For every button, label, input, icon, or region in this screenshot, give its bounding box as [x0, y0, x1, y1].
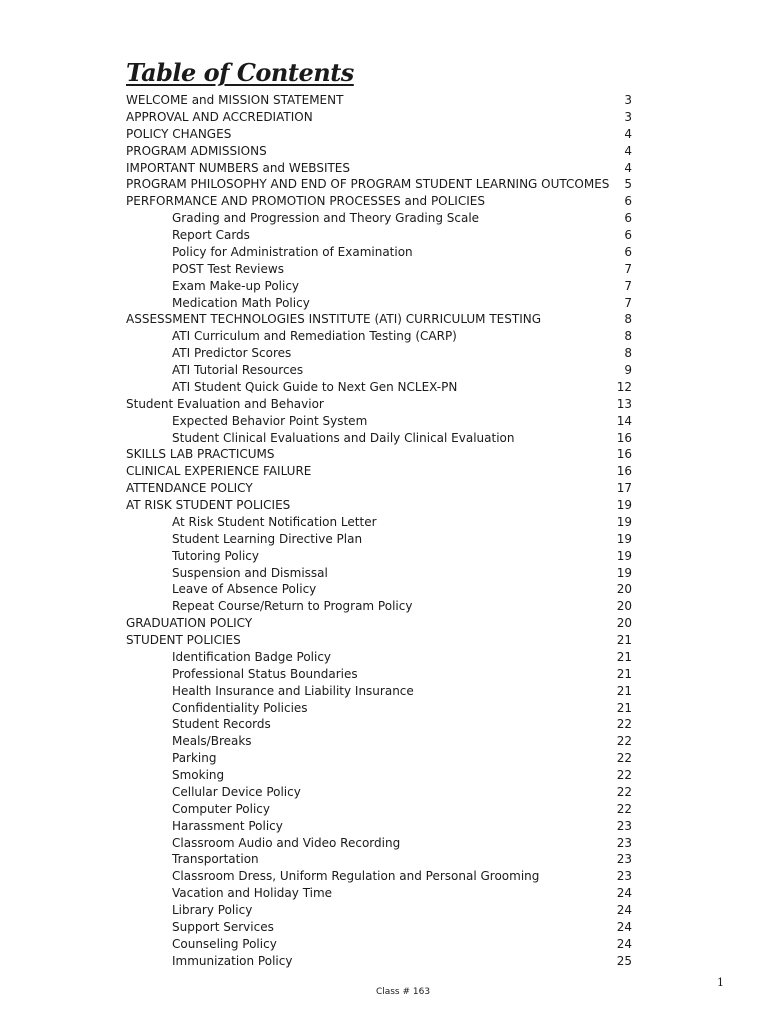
toc-entry-label: APPROVAL AND ACCREDIATION — [126, 109, 313, 124]
toc-entry-page: 21 — [616, 649, 632, 664]
toc-entry — [0, 362, 770, 379]
toc-entry-label: Meals/Breaks — [172, 734, 252, 749]
toc-entry-page: 21 — [616, 683, 632, 698]
toc-entry-page: 19 — [616, 531, 632, 546]
toc-entry-page: 7 — [624, 295, 632, 310]
toc-entry-page: 20 — [616, 599, 632, 614]
page-title: Table of Contents — [126, 58, 354, 87]
toc-entry-page: 3 — [624, 109, 632, 124]
toc-entry-label: Tutoring Policy — [172, 548, 259, 563]
toc-entry — [0, 430, 770, 447]
toc-entry — [0, 784, 770, 801]
toc-entry — [0, 919, 770, 936]
toc-entry — [0, 531, 770, 548]
toc-entry-page: 21 — [616, 633, 632, 647]
toc-entry-page: 12 — [616, 379, 632, 394]
toc-entry — [0, 750, 770, 767]
toc-entry — [0, 683, 770, 700]
toc-entry — [0, 210, 770, 227]
toc-entry-label: IMPORTANT NUMBERS and WEBSITES — [126, 160, 351, 175]
toc-entry — [0, 700, 770, 717]
toc-entry-label: Harassment Policy — [172, 818, 283, 833]
toc-entry — [0, 598, 770, 615]
toc-entry — [0, 902, 770, 919]
footer-class-label: Class # 163 — [375, 987, 431, 997]
toc-entry-page: 4 — [624, 126, 632, 141]
toc-entry-page: 24 — [616, 903, 632, 917]
toc-entry-page: 23 — [616, 818, 632, 833]
toc-entry-label: STUDENT POLICIES — [126, 633, 241, 647]
toc-entry — [0, 345, 770, 362]
toc-entry-label: Student Clinical Evaluations and Daily Clinical Evaluation — [172, 430, 515, 445]
toc-entry — [0, 615, 770, 632]
toc-entry-label: Suspension and Dismissal — [172, 565, 328, 580]
toc-entry — [0, 851, 770, 868]
toc-entry-label: CLINICAL EXPERIENCE FAILURE — [126, 464, 312, 479]
toc-entry — [0, 548, 770, 565]
toc-entry — [0, 497, 770, 514]
toc-entry-label: Professional Status Boundaries — [172, 666, 358, 681]
toc-entry-page: 22 — [616, 751, 632, 766]
toc-entry — [0, 868, 770, 885]
toc-entry-label: PROGRAM ADMISSIONS — [126, 143, 267, 158]
toc-entry-page: 4 — [624, 160, 632, 175]
toc-entry-page: 22 — [616, 717, 632, 732]
toc-entry — [0, 480, 770, 497]
toc-entry — [0, 176, 770, 193]
toc-entry-page: 6 — [624, 228, 632, 242]
toc-entry-page: 8 — [624, 346, 632, 361]
toc-entry-page: 19 — [616, 514, 632, 529]
toc-entry-page: 23 — [616, 869, 632, 884]
toc-entry-label: WELCOME and MISSION STATEMENT — [126, 93, 344, 107]
toc-entry — [0, 514, 770, 531]
toc-entry — [0, 936, 770, 953]
toc-entry-label: PROGRAM PHILOSOPHY AND END OF PROGRAM STUDENT LEARNING OUTCOMES — [126, 177, 610, 192]
toc-entry-label: Student Learning Directive Plan — [172, 531, 363, 546]
toc-entry-label: Grading and Progression and Theory Grading Scale — [172, 211, 480, 226]
toc-entry-page: 14 — [616, 413, 632, 428]
toc-entry-label: POLICY CHANGES — [126, 126, 232, 141]
toc-entry-page: 6 — [624, 194, 632, 209]
toc-entry-label: Medication Math Policy — [172, 295, 310, 310]
toc-entry — [0, 885, 770, 902]
toc-entry — [0, 396, 770, 413]
toc-entry-page: 20 — [616, 582, 632, 597]
toc-entry-label: Expected Behavior Point System — [172, 413, 368, 428]
toc-entry — [0, 463, 770, 480]
toc-entry-page: 19 — [616, 565, 632, 580]
toc-entry — [0, 193, 770, 210]
toc-entry-label: ATI Tutorial Resources — [172, 363, 304, 377]
toc-entry — [0, 835, 770, 852]
toc-entry-label: Classroom Audio and Video Recording — [172, 835, 401, 850]
toc-entry — [0, 261, 770, 278]
toc-entry-label: Policy for Administration of Examination — [172, 244, 413, 259]
toc-entry-page: 16 — [616, 464, 632, 479]
toc-entry-page: 22 — [616, 784, 632, 799]
toc-entry-page: 7 — [624, 278, 632, 293]
toc-entry-label: ATI Predictor Scores — [172, 346, 292, 361]
toc-entry — [0, 666, 770, 683]
toc-entry — [0, 109, 770, 126]
toc-entry — [0, 767, 770, 784]
toc-entry — [0, 733, 770, 750]
toc-entry-label: Classroom Dress, Uniform Regulation and Personal Grooming — [172, 869, 540, 884]
toc-entry — [0, 818, 770, 835]
toc-entry-label: Report Cards — [172, 228, 250, 242]
toc-entry-label: GRADUATION POLICY — [126, 616, 253, 631]
toc-entry — [0, 801, 770, 818]
toc-entry-page: 7 — [624, 261, 632, 276]
toc-entry-page: 21 — [616, 700, 632, 715]
toc-entry — [0, 295, 770, 312]
toc-entry-page: 24 — [616, 919, 632, 934]
toc-entry — [0, 379, 770, 396]
toc-entry-label: ASSESSMENT TECHNOLOGIES INSTITUTE (ATI) CURRICULUM TESTING — [126, 312, 542, 327]
toc-entry-label: Leave of Absence Policy — [172, 582, 317, 597]
toc-entry — [0, 581, 770, 598]
toc-entry — [0, 446, 770, 463]
toc-entry-page: 17 — [616, 481, 632, 496]
toc-entry-page: 23 — [616, 835, 632, 850]
toc-entry-page: 22 — [616, 768, 632, 782]
toc-entry-page: 22 — [616, 801, 632, 816]
toc-entry-page: 6 — [624, 244, 632, 259]
toc-entry-label: Immunization Policy — [172, 953, 293, 968]
toc-entry-label: Student Evaluation and Behavior — [126, 396, 324, 411]
toc-entry — [0, 126, 770, 143]
toc-entry-label: Confidentiality Policies — [172, 700, 308, 715]
toc-entry-label: Smoking — [172, 768, 225, 782]
toc-entry — [0, 92, 770, 109]
toc-entry-page: 16 — [616, 430, 632, 445]
toc-entry-label: Counseling Policy — [172, 936, 277, 951]
toc-entry-page: 16 — [616, 447, 632, 462]
toc-entry-page: 3 — [624, 93, 632, 107]
toc-entry-label: Vacation and Holiday Time — [172, 886, 333, 901]
toc-entry-label: At Risk Student Notification Letter — [172, 514, 377, 529]
toc-entry-page: 25 — [616, 953, 632, 968]
toc-entry-label: PERFORMANCE AND PROMOTION PROCESSES and POLICIES — [126, 194, 485, 209]
toc-entry-page: 20 — [616, 616, 632, 631]
toc-entry — [0, 244, 770, 261]
toc-entry-page: 13 — [616, 396, 632, 411]
toc-entry-label: ATI Student Quick Guide to Next Gen NCLEX-PN — [172, 379, 458, 394]
toc-entry-page: 24 — [616, 886, 632, 901]
toc-entry-label: Support Services — [172, 919, 274, 934]
toc-entry-page: 21 — [616, 666, 632, 681]
toc-entry-page: 8 — [624, 312, 632, 327]
toc-entry-label: ATTENDANCE POLICY — [126, 481, 253, 496]
toc-entry-page: 5 — [624, 177, 632, 192]
toc-entry-page: 19 — [616, 498, 632, 512]
toc-entry-page: 9 — [624, 363, 632, 377]
toc-entry — [0, 565, 770, 582]
toc-entry-label: Cellular Device Policy — [172, 784, 301, 799]
toc-entry-label: Computer Policy — [172, 801, 270, 816]
toc-entry — [0, 328, 770, 345]
toc-entry — [0, 649, 770, 666]
toc-entry — [0, 632, 770, 649]
toc-entry — [0, 716, 770, 733]
toc-entry-label: Exam Make-up Policy — [172, 278, 300, 293]
toc-entry-label: POST Test Reviews — [172, 261, 284, 276]
toc-entry — [0, 227, 770, 244]
toc-entry-label: Repeat Course/Return to Program Policy — [172, 599, 413, 614]
toc-entry-label: SKILLS LAB PRACTICUMS — [126, 447, 275, 462]
toc-entry-page: 4 — [624, 143, 632, 158]
toc-entry-label: AT RISK STUDENT POLICIES — [126, 498, 291, 512]
toc-entry-page: 8 — [624, 329, 632, 344]
toc-entry — [0, 413, 770, 430]
toc-entry-label: Identification Badge Policy — [172, 649, 332, 664]
toc-entry-label: Library Policy — [172, 903, 253, 917]
toc-entry — [0, 160, 770, 177]
toc-entry-label: ATI Curriculum and Remediation Testing (CARP) — [172, 329, 457, 344]
page-number: 1 — [717, 976, 724, 989]
toc-entry-label: Student Records — [172, 717, 271, 732]
toc-entry-page: 23 — [616, 852, 632, 867]
toc-entry-label: Health Insurance and Liability Insurance — [172, 683, 414, 698]
toc-entry-page: 6 — [624, 211, 632, 226]
toc-entry — [0, 278, 770, 295]
toc-entry-page: 22 — [616, 734, 632, 749]
toc-entry-page: 24 — [616, 936, 632, 951]
toc-entry-label: Transportation — [172, 852, 259, 867]
toc-entry — [0, 311, 770, 328]
toc-entry-label: Parking — [172, 751, 217, 766]
toc-entry — [0, 143, 770, 160]
toc-entry-page: 19 — [616, 548, 632, 563]
table-of-contents — [0, 92, 770, 970]
toc-entry — [0, 953, 770, 970]
